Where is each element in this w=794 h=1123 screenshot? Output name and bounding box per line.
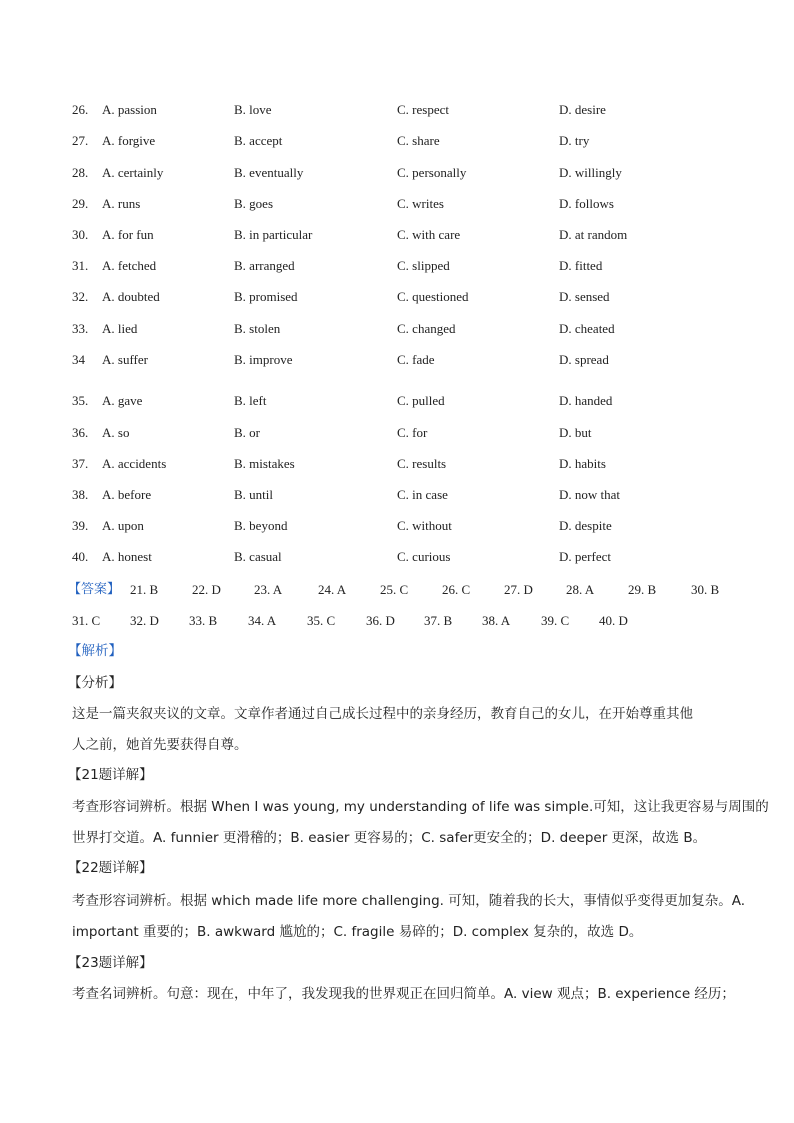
option-b: B. in particular — [234, 227, 313, 242]
q23-paragraph — [72, 979, 735, 1010]
answer-item: 34. A — [248, 613, 277, 628]
question-number: 26. — [72, 102, 89, 117]
option-c: C. slipped — [397, 258, 450, 273]
q21-line: 世界打交道。A. funnier 更滑稽的；B. easier 更容易的；C. safer更安全的；D. deeper 更深，故选 B。 — [72, 830, 707, 846]
question-row — [72, 391, 732, 411]
answer-tag: 【答案】 — [68, 582, 121, 597]
q22-heading: 【22题详解】 — [68, 860, 153, 876]
answer-row-2 — [72, 611, 732, 631]
option-c: C. personally — [397, 165, 467, 180]
q21-heading: 【21题详解】 — [68, 767, 153, 783]
question-number: 32. — [72, 289, 89, 304]
option-d: D. habits — [559, 456, 606, 471]
answer-item: 26. C — [442, 582, 471, 597]
option-b: B. mistakes — [234, 456, 295, 471]
answer-item: 21. B — [130, 582, 159, 597]
option-c: C. changed — [397, 321, 456, 336]
option-d: D. but — [559, 425, 592, 440]
question-number: 28. — [72, 165, 89, 180]
option-c: C. with care — [397, 227, 461, 242]
option-a: A. gave — [102, 393, 143, 408]
answer-item: 36. D — [366, 613, 395, 628]
option-a: A. before — [102, 487, 152, 502]
answer-item: 35. C — [307, 613, 336, 628]
question-row — [72, 350, 732, 370]
answer-item: 33. B — [189, 613, 218, 628]
option-c: C. questioned — [397, 289, 469, 304]
analysis-line: 人之前，她首先要获得自尊。 — [72, 737, 248, 753]
option-d: D. despite — [559, 518, 612, 533]
question-row — [72, 516, 732, 536]
question-row — [72, 256, 732, 276]
q22-paragraph — [72, 886, 746, 948]
option-d: D. cheated — [559, 321, 615, 336]
option-a: A. certainly — [102, 165, 164, 180]
option-a: A. runs — [102, 196, 141, 211]
answer-item: 27. D — [504, 582, 533, 597]
answer-item: 24. A — [318, 582, 347, 597]
option-d: D. sensed — [559, 289, 610, 304]
question-number: 27. — [72, 133, 89, 148]
option-c: C. writes — [397, 196, 444, 211]
answer-item: 23. A — [254, 582, 283, 597]
q21-paragraph — [72, 792, 769, 854]
question-row — [72, 194, 732, 214]
question-row — [72, 131, 732, 151]
option-d: D. handed — [559, 393, 613, 408]
option-b: B. until — [234, 487, 274, 502]
answer-item: 22. D — [192, 582, 221, 597]
question-number: 29. — [72, 196, 89, 211]
question-number: 40. — [72, 549, 89, 564]
option-d: D. follows — [559, 196, 614, 211]
question-row — [72, 485, 732, 505]
q21-line: 考查形容词辨析。根据 When I was young, my understanding of life was simple.可知，这让我更容易与周围的 — [72, 799, 769, 815]
option-d: D. at random — [559, 227, 628, 242]
q23-heading: 【23题详解】 — [68, 955, 153, 971]
option-a: A. so — [102, 425, 130, 440]
answer-item: 37. B — [424, 613, 453, 628]
question-row — [72, 547, 732, 567]
option-c: C. in case — [397, 487, 448, 502]
option-d: D. fitted — [559, 258, 603, 273]
option-c: C. share — [397, 133, 440, 148]
question-number: 38. — [72, 487, 89, 502]
answer-item: 31. C — [72, 613, 101, 628]
answer-row-1 — [68, 580, 732, 600]
option-b: B. stolen — [234, 321, 281, 336]
question-number: 30. — [72, 227, 89, 242]
option-d: D. willingly — [559, 165, 622, 180]
option-b: B. love — [234, 102, 272, 117]
question-number: 34 — [72, 352, 85, 367]
analysis-line: 这是一篇夹叙夹议的文章。文章作者通过自己成长过程中的亲身经历，教育自己的女儿，在开始尊重其他 — [72, 706, 693, 722]
answer-item: 30. B — [691, 582, 720, 597]
question-row — [72, 100, 732, 120]
option-c: C. results — [397, 456, 447, 471]
question-number: 31. — [72, 258, 89, 273]
option-d: D. now that — [559, 487, 621, 502]
answer-item: 32. D — [130, 613, 159, 628]
option-a: A. accidents — [102, 456, 167, 471]
option-b: B. beyond — [234, 518, 288, 533]
analysis-paragraph — [72, 699, 722, 761]
option-a: A. forgive — [102, 133, 156, 148]
answer-item: 39. C — [541, 613, 570, 628]
option-d: D. desire — [559, 102, 606, 117]
option-c: C. without — [397, 518, 452, 533]
jiexi-heading: 【解析】 — [68, 643, 122, 659]
question-number: 35. — [72, 393, 89, 408]
question-number: 37. — [72, 456, 89, 471]
option-b: B. eventually — [234, 165, 304, 180]
question-row — [72, 423, 732, 443]
answer-item: 25. C — [380, 582, 409, 597]
question-row — [72, 163, 732, 183]
q22-line: 考查形容词辨析。根据 which made life more challenging. 可知，随着我的长大，事情似乎变得更加复杂。A. — [72, 893, 746, 909]
option-b: B. promised — [234, 289, 298, 304]
option-c: C. fade — [397, 352, 435, 367]
question-row — [72, 319, 732, 339]
option-a: A. lied — [102, 321, 138, 336]
option-c: C. respect — [397, 102, 449, 117]
question-number: 39. — [72, 518, 89, 533]
answer-item: 38. A — [482, 613, 511, 628]
option-c: C. pulled — [397, 393, 445, 408]
option-a: A. doubted — [102, 289, 160, 304]
option-a: A. passion — [102, 102, 157, 117]
option-c: C. for — [397, 425, 428, 440]
option-a: A. for fun — [102, 227, 154, 242]
answer-item: 40. D — [599, 613, 628, 628]
q23-line: 考查名词辨析。句意：现在，中年了，我发现我的世界观正在回归简单。A. view 观点；B. experience 经历； — [72, 986, 735, 1002]
option-d: D. spread — [559, 352, 609, 367]
option-a: A. fetched — [102, 258, 157, 273]
option-d: D. try — [559, 133, 590, 148]
question-row — [72, 454, 732, 474]
question-row — [72, 287, 732, 307]
option-c: C. curious — [397, 549, 451, 564]
option-d: D. perfect — [559, 549, 611, 564]
option-b: B. casual — [234, 549, 282, 564]
q22-line: important 重要的；B. awkward 尴尬的；C. fragile 易碎的；D. complex 复杂的，故选 D。 — [72, 924, 643, 940]
option-b: B. or — [234, 425, 260, 440]
option-a: A. suffer — [102, 352, 148, 367]
question-row — [72, 225, 732, 245]
option-b: B. left — [234, 393, 267, 408]
option-b: B. accept — [234, 133, 283, 148]
option-b: B. improve — [234, 352, 293, 367]
answer-item: 29. B — [628, 582, 657, 597]
question-number: 33. — [72, 321, 89, 336]
question-number: 36. — [72, 425, 89, 440]
fenxi-heading: 【分析】 — [68, 675, 122, 691]
option-b: B. goes — [234, 196, 273, 211]
option-a: A. honest — [102, 549, 152, 564]
answer-item: 28. A — [566, 582, 595, 597]
option-b: B. arranged — [234, 258, 295, 273]
option-a: A. upon — [102, 518, 144, 533]
